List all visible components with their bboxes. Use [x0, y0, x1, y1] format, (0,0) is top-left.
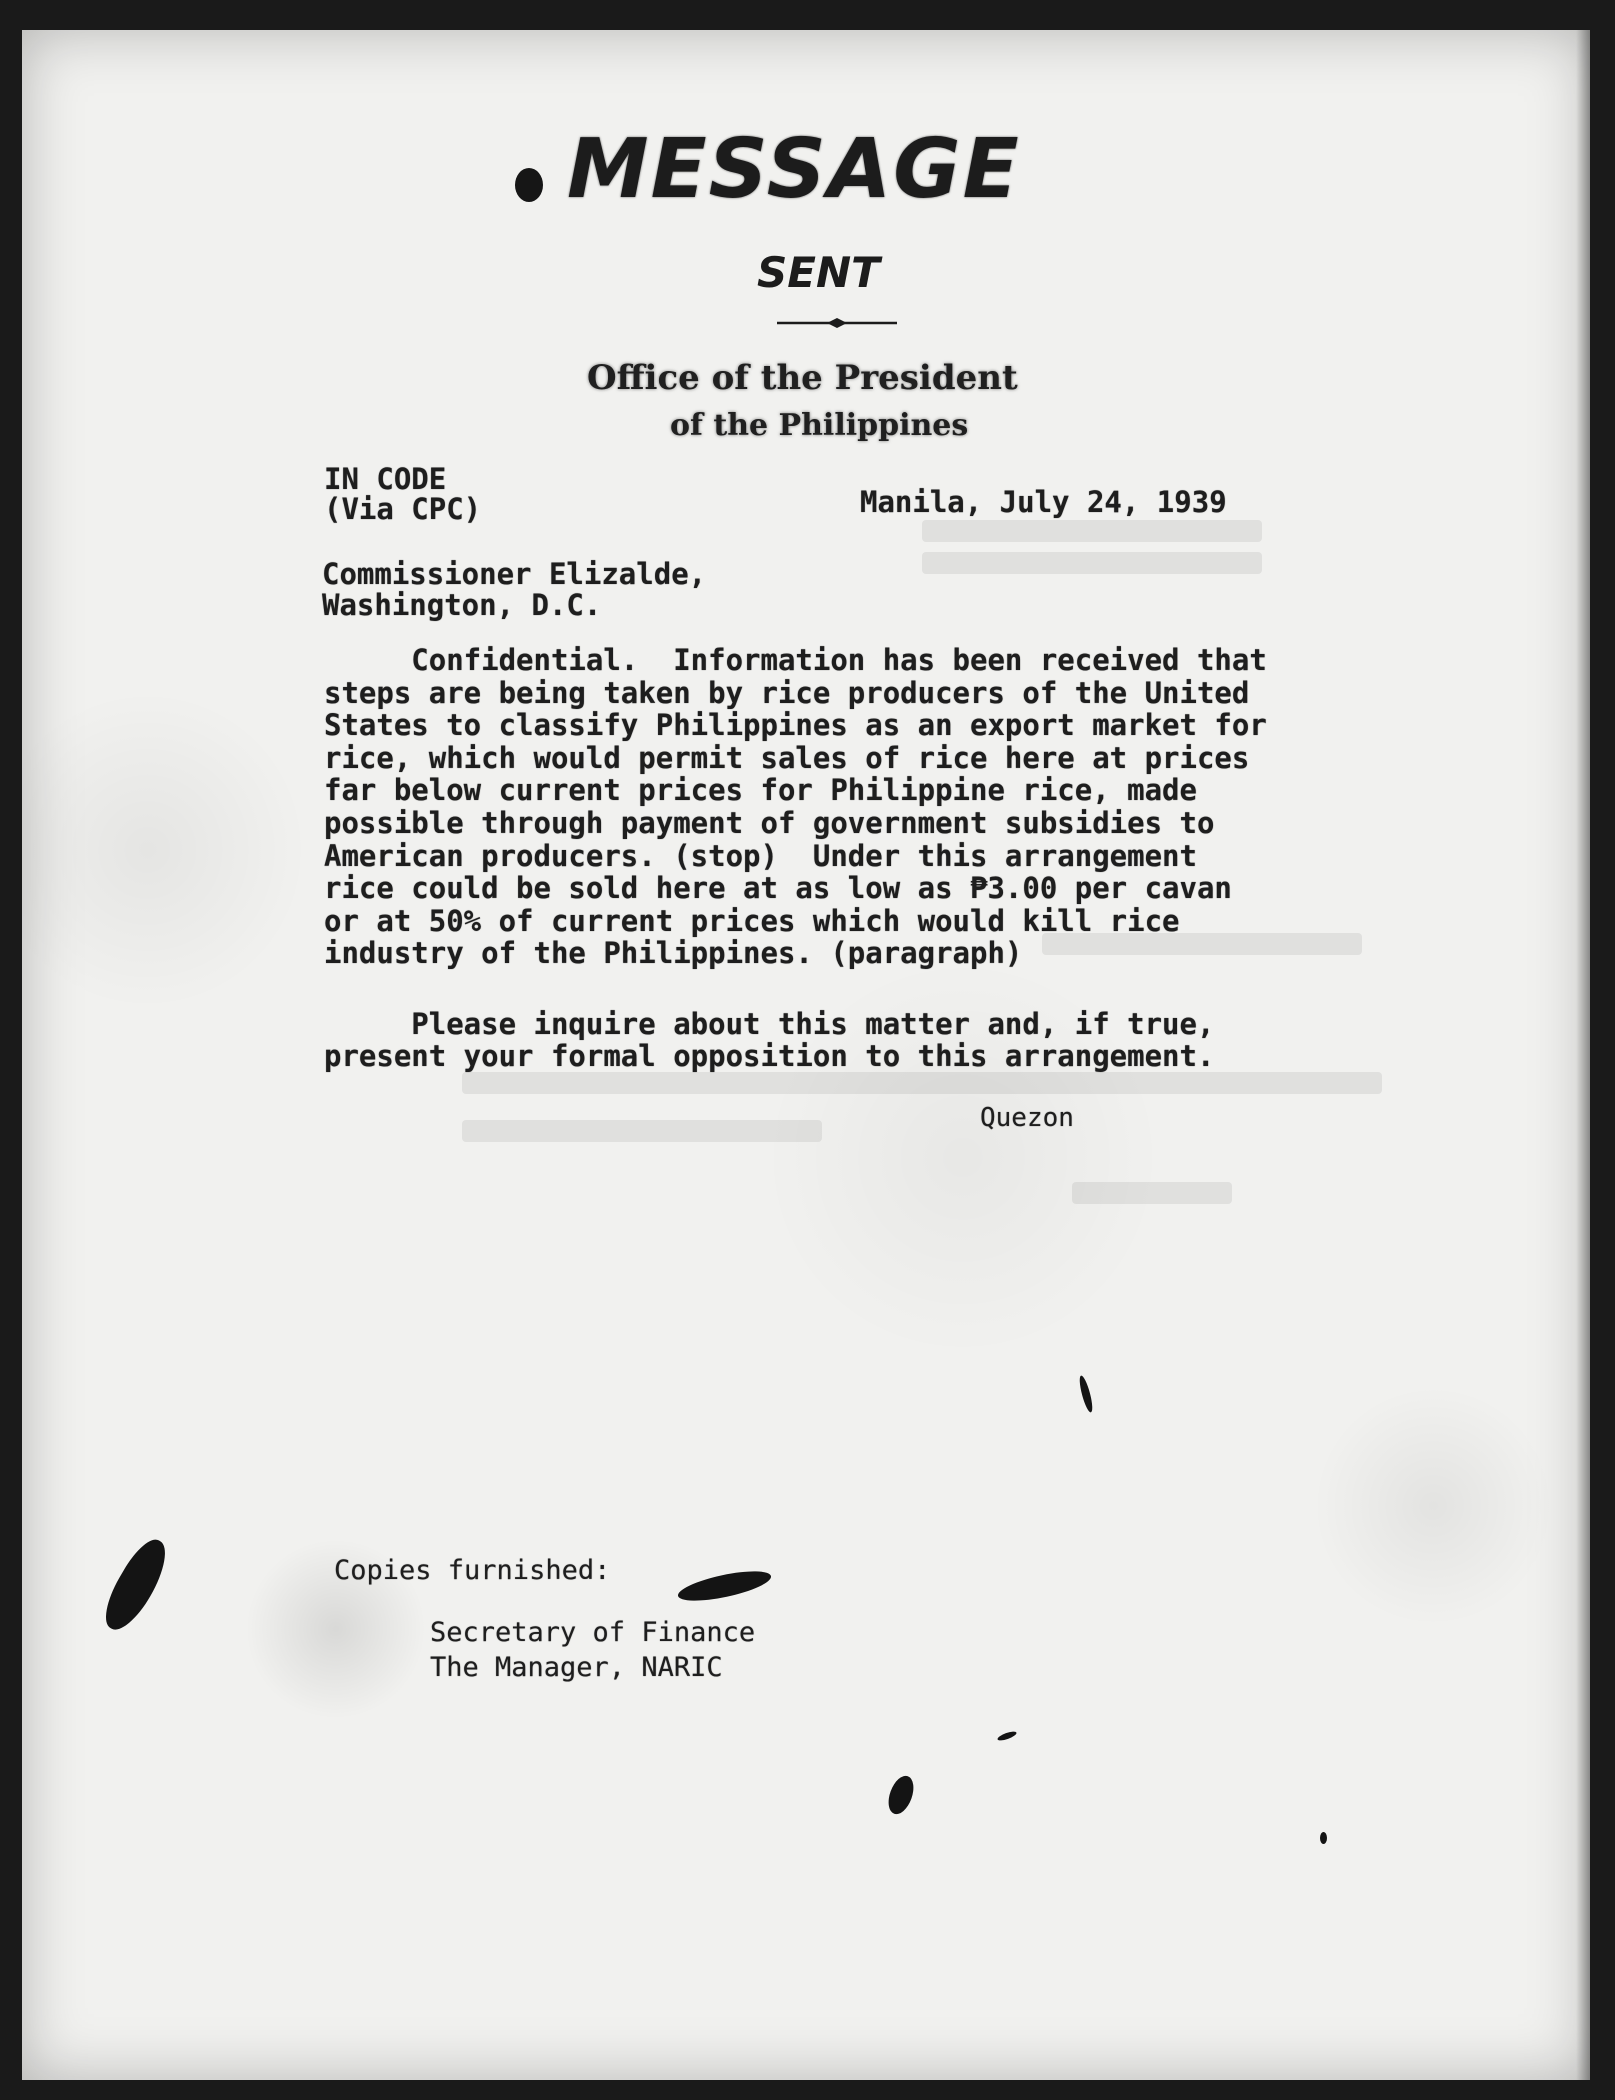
- office-heading: Office of the President: [587, 358, 1018, 398]
- bleed-through-mark: [922, 520, 1262, 542]
- via-marking: (Via CPC): [324, 492, 482, 526]
- ink-blot: [676, 1565, 773, 1606]
- body-line: rice, which would permit sales of rice here at prices: [324, 740, 1250, 775]
- body-line: States to classify Philippines as an export market for: [324, 708, 1267, 743]
- bleed-through-mark: [922, 552, 1262, 574]
- body-line: far below current prices for Philippine rice, made: [324, 773, 1197, 808]
- body-paragraph-2: [324, 1008, 1214, 1072]
- message-title: MESSAGE: [567, 122, 1021, 217]
- body-line: steps are being taken by rice producers of the United: [324, 675, 1250, 710]
- signature: Quezon: [980, 1103, 1074, 1133]
- bleed-through-mark: [462, 1072, 1382, 1094]
- copies-recipient: Secretary of Finance: [430, 1617, 756, 1648]
- ink-blot: [884, 1772, 918, 1817]
- body-line: or at 50% of current prices which would kill rice: [324, 903, 1180, 938]
- ink-blot: [997, 1730, 1018, 1742]
- office-subheading: of the Philippines: [670, 408, 969, 443]
- code-marking: IN CODE: [324, 462, 447, 496]
- bleed-through-mark: [462, 1120, 822, 1142]
- addressee-name: Commissioner Elizalde,: [322, 557, 707, 591]
- body-line: Please inquire about this matter and, if true,: [324, 1007, 1215, 1041]
- body-line: possible through payment of government subsidies to: [324, 805, 1215, 840]
- ink-blot: [1320, 1832, 1327, 1844]
- place-date: Manila, July 24, 1939: [860, 485, 1227, 519]
- ink-blot: [1077, 1375, 1095, 1414]
- body-line: rice could be sold here at as low as ₱3.00 per cavan: [324, 871, 1232, 906]
- document-page: [22, 30, 1590, 2080]
- sent-subtitle: SENT: [757, 248, 880, 297]
- page-edge-shadow: [1576, 30, 1590, 2080]
- body-line: American producers. (stop) Under this arrangement: [324, 838, 1197, 873]
- body-paragraph-1: [324, 644, 1374, 970]
- body-line: Confidential. Information has been received that: [324, 643, 1267, 677]
- ink-blot: [95, 1533, 176, 1638]
- copies-recipient: The Manager, NARIC: [430, 1652, 723, 1683]
- addressee-location: Washington, D.C.: [322, 588, 602, 622]
- bullet-dot-icon: [515, 168, 543, 202]
- bleed-through-mark: [1072, 1182, 1232, 1204]
- body-line: industry of the Philippines. (paragraph): [324, 936, 1023, 971]
- copies-label: Copies furnished:: [334, 1555, 611, 1586]
- ornament-divider-icon: [777, 318, 897, 328]
- body-line: present your formal opposition to this arrangement.: [324, 1039, 1215, 1073]
